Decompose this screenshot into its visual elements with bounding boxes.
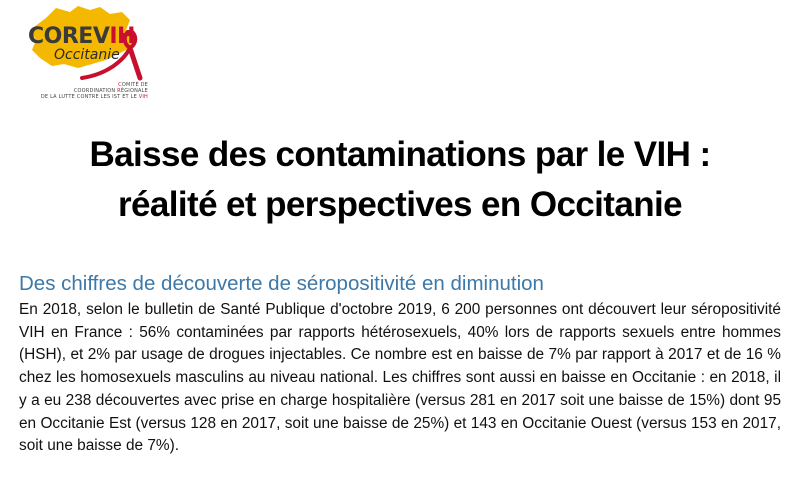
corevih-logo [18,4,148,104]
logo-caption: COMITÉ DE COORDINATION RÉGIONALE DE LA LUTTE CONTRE LES IST ET LE VIH [40,82,148,100]
red-ribbon-icon [78,30,148,86]
title-line-2: réalité et perspectives en Occitanie [118,185,682,224]
title-line-1: Baisse des contaminations par le VIH : [89,135,711,174]
page-title [0,130,800,230]
body-paragraph: En 2018, selon le bulletin de Santé Publique d'octobre 2019, 6 200 personnes ont découvert leur séropositivité VIH en France : 56% contaminées par rapports hétérosexuels, 40% lors de rapports sexuels entre hommes (HSH), et 2% par usage de drogues injectables. Ce nombre est en baisse de 7% par rapport à 2017 et de 16 % chez les homosexuels masculins au niveau national. Les chiffres sont aussi en baisse en Occitanie : en 2018, il y a eu 238 découvertes avec prise en charge hospitalière (versus 281 en 2017 soit une baisse de 15%) dont 95 en Occitanie Est (versus 128 en 2017, soit une baisse de 25%) et 143 en Occitanie Ouest (versus 153 en 2017, soit une baisse de 7%). [19,301,781,455]
logo-wordmark: COREVIH [28,24,135,49]
logo-region: Occitanie [54,47,120,63]
section-heading: Des chiffres de découverte de séropositivité en diminution [19,272,544,295]
